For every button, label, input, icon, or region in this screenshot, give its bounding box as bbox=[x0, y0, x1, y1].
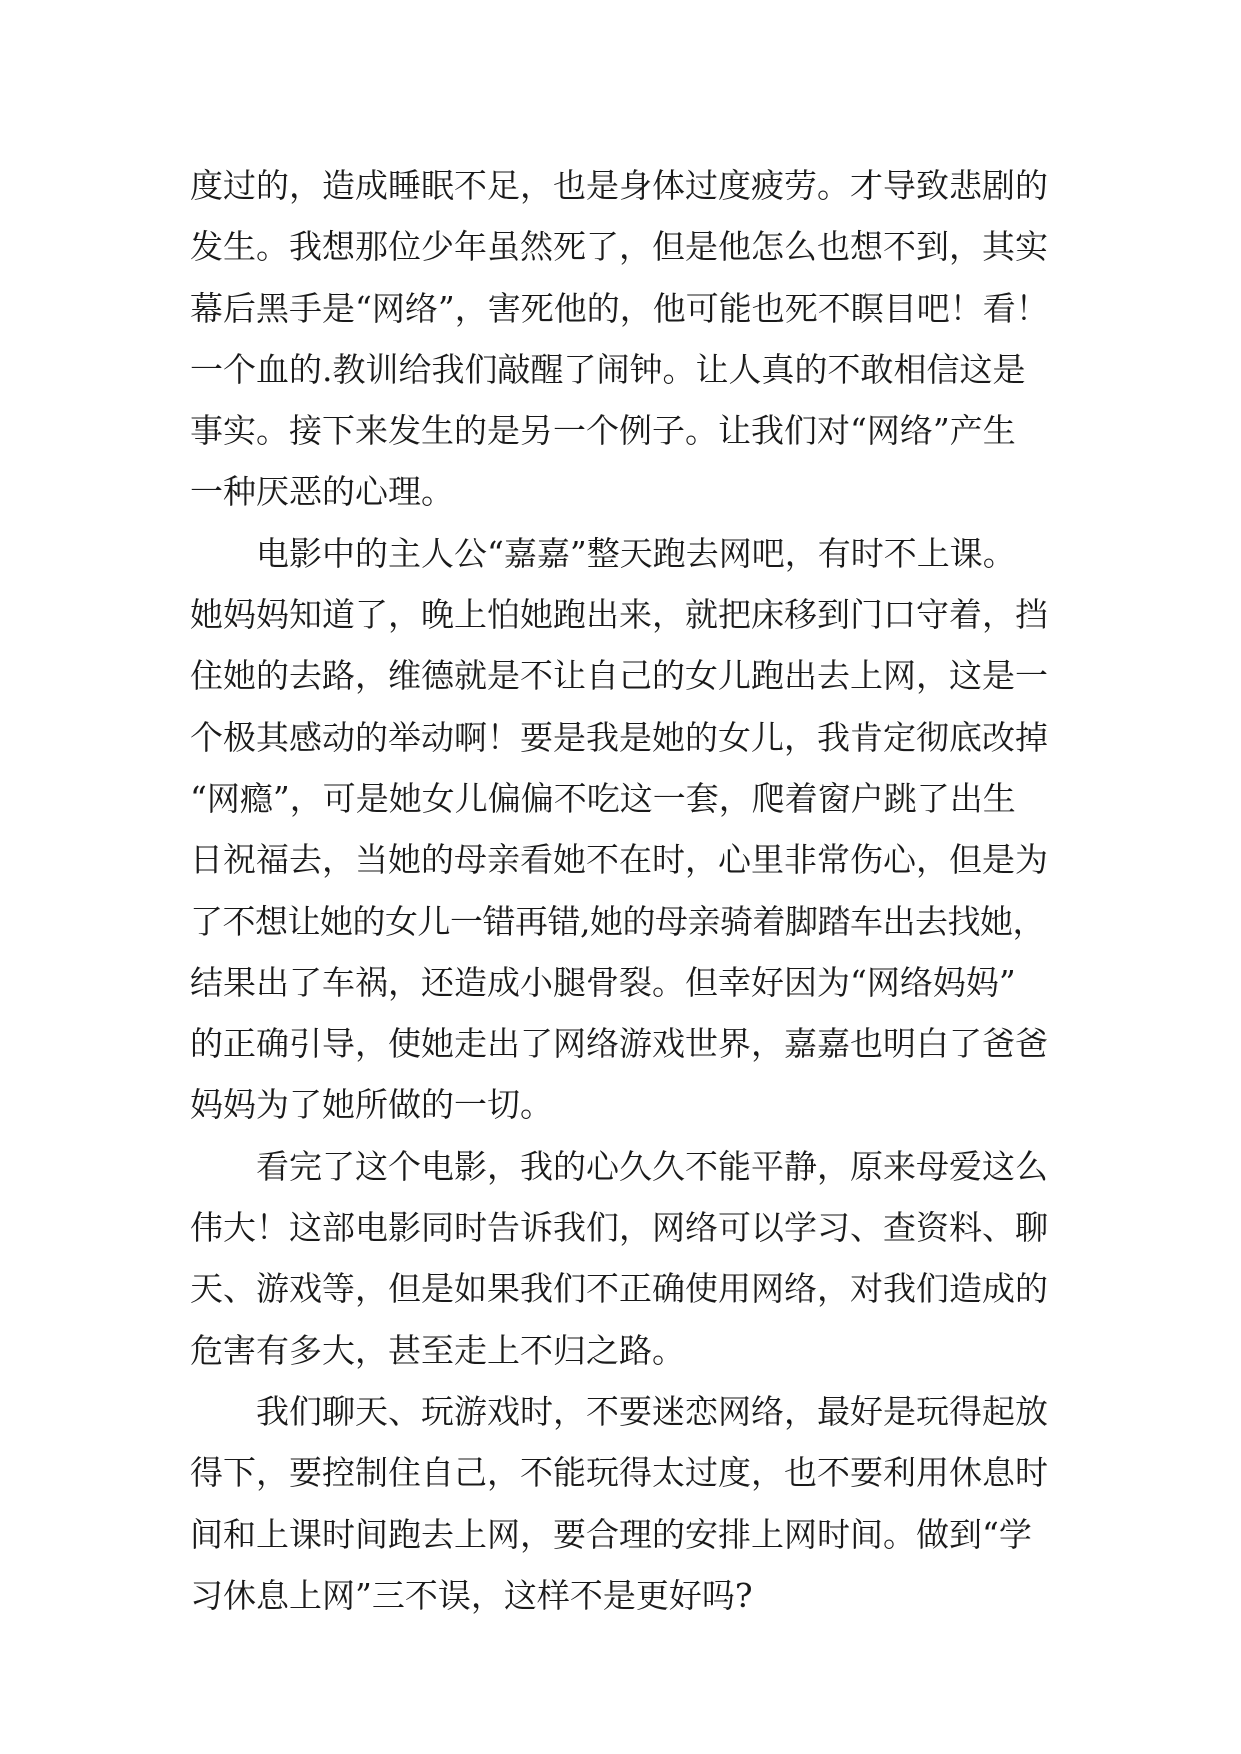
text-line: 发生。我想那位少年虽然死了，但是他怎么也想不到，其实 bbox=[190, 227, 1048, 267]
document-body bbox=[190, 155, 1050, 1626]
text-line: 事实。接下来发生的是另一个例子。让我们对“网络”产生 bbox=[190, 411, 1016, 451]
text-line: 习休息上网”三不误，这样不是更好吗? bbox=[190, 1575, 753, 1615]
text-line: 个极其感动的举动啊！要是我是她的女儿，我肯定彻底改掉 bbox=[190, 717, 1048, 757]
text-line: 她妈妈知道了，晚上怕她跑出来，就把床移到门口守着，挡 bbox=[190, 595, 1048, 635]
text-line: “网瘾”，可是她女儿偏偏不吃这一套，爬着窗户跳了出生 bbox=[190, 778, 1016, 818]
text-line: 得下，要控制住自己，不能玩得太过度，也不要利用休息时 bbox=[190, 1453, 1048, 1493]
text-line: 间和上课时间跑去上网，要合理的安排上网时间。做到“学 bbox=[190, 1514, 1032, 1554]
text-line: 危害有多大，甚至走上不归之路。 bbox=[190, 1330, 685, 1370]
text-line: 一种厌恶的心理。 bbox=[190, 472, 454, 512]
paragraph-first-line: 看完了这个电影，我的心久久不能平静，原来母爱这么 bbox=[256, 1146, 1048, 1186]
text-line: 伟大！这部电影同时告诉我们，网络可以学习、查资料、聊 bbox=[190, 1208, 1048, 1248]
text-line: 结果出了车祸，还造成小腿骨裂。但幸好因为“网络妈妈” bbox=[190, 962, 1016, 1002]
text-line: 一个血的.教训给我们敲醒了闹钟。让人真的不敢相信这是 bbox=[190, 349, 1026, 389]
text-line: 天、游戏等，但是如果我们不正确使用网络，对我们造成的 bbox=[190, 1269, 1048, 1309]
paragraph-first-line: 电影中的主人公“嘉嘉”整天跑去网吧，有时不上课。 bbox=[256, 533, 1016, 573]
text-line: 日祝福去，当她的母亲看她不在时，心里非常伤心，但是为 bbox=[190, 840, 1048, 880]
text-line: 妈妈为了她所做的一切。 bbox=[190, 1085, 553, 1125]
text-line: 度过的，造成睡眠不足，也是身体过度疲劳。才导致悲剧的 bbox=[190, 166, 1048, 205]
text-line: 的正确引导，使她走出了网络游戏世界，嘉嘉也明白了爸爸 bbox=[190, 1024, 1048, 1064]
paragraph-first-line: 我们聊天、玩游戏时，不要迷恋网络，最好是玩得起放 bbox=[256, 1391, 1048, 1431]
text-line: 了不想让她的女儿一错再错,她的母亲骑着脚踏车出去找她， bbox=[190, 901, 1045, 941]
text-line: 住她的去路，维德就是不让自己的女儿跑出去上网，这是一 bbox=[190, 656, 1048, 696]
text-line: 幕后黑手是“网络”，害死他的，他可能也死不瞑目吧！看！ bbox=[190, 288, 1049, 328]
